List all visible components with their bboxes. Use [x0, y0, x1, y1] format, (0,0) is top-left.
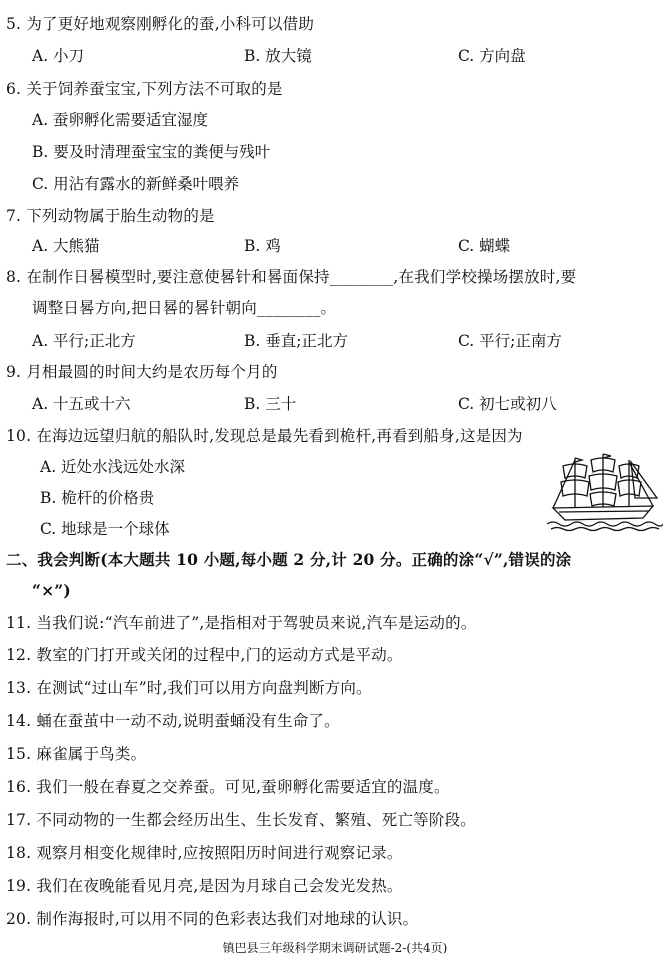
- question-8-stem-line2: 调整日晷方向,把日晷的晷针朝向________。: [32, 299, 337, 317]
- question-7-stem: 7. 下列动物属于胎生动物的是: [6, 207, 215, 225]
- question-6-stem: 6. 关于饲养蚕宝宝,下列方法不可取的是: [6, 80, 283, 98]
- judge-item-18: 18. 观察月相变化规律时,应按照阳历时间进行观察记录。: [6, 844, 403, 862]
- question-9-option-b: B. 三十: [244, 395, 297, 413]
- question-6-option-b: B. 要及时清理蚕宝宝的粪便与残叶: [32, 143, 271, 161]
- question-10-stem: 10. 在海边远望归航的船队时,发现总是最先看到桅杆,再看到船身,这是因为: [6, 427, 523, 445]
- question-5-option-c: C. 方向盘: [458, 47, 526, 65]
- question-8-option-c: C. 平行;正南方: [458, 332, 562, 350]
- judge-item-16: 16. 我们一般在春夏之交养蚕。可见,蚕卵孵化需要适宜的温度。: [6, 778, 450, 796]
- question-7-option-c: C. 蝴蝶: [458, 237, 511, 255]
- judge-item-11: 11. 当我们说:“汽车前进了”,是指相对于驾驶员来说,汽车是运动的。: [6, 614, 477, 632]
- section-2-heading-line2: “×”): [32, 581, 71, 600]
- sailing-ship-illustration: [545, 452, 663, 532]
- question-9-option-a: A. 十五或十六: [32, 395, 131, 413]
- section-2-heading-line1: 二、我会判断(本大题共 10 小题,每小题 2 分,计 20 分。正确的涂“√”,错误的涂: [6, 550, 572, 569]
- judge-item-20: 20. 制作海报时,可以用不同的色彩表达我们对地球的认识。: [6, 910, 419, 928]
- question-6-option-c: C. 用沾有露水的新鲜桑叶喂养: [32, 175, 240, 193]
- judge-item-14: 14. 蛹在蚕茧中一动不动,说明蚕蛹没有生命了。: [6, 712, 340, 730]
- judge-item-15: 15. 麻雀属于鸟类。: [6, 745, 147, 763]
- question-8-stem-line1: 8. 在制作日晷模型时,要注意使晷针和晷面保持________,在我们学校操场摆放时,要: [6, 268, 577, 286]
- question-8-option-a: A. 平行;正北方: [32, 332, 136, 350]
- question-7-option-b: B. 鸡: [244, 237, 281, 255]
- question-5-option-b: B. 放大镜: [244, 47, 312, 65]
- judge-item-19: 19. 我们在夜晚能看见月亮,是因为月球自己会发光发热。: [6, 877, 403, 895]
- judge-item-17: 17. 不同动物的一生都会经历出生、生长发育、繁殖、死亡等阶段。: [6, 811, 476, 829]
- judge-item-12: 12. 教室的门打开或关闭的过程中,门的运动方式是平动。: [6, 646, 403, 664]
- question-10-option-b: B. 桅杆的价格贵: [40, 489, 155, 507]
- page-footer: 镇巴县三年级科学期末调研试题-2-(共4页): [222, 941, 448, 955]
- question-10-option-c: C. 地球是一个球体: [40, 520, 170, 538]
- question-7-option-a: A. 大熊猫: [32, 237, 100, 255]
- question-5-option-a: A. 小刀: [32, 47, 85, 65]
- judge-item-13: 13. 在测试“过山车”时,我们可以用方向盘判断方向。: [6, 679, 372, 697]
- question-10-option-a: A. 近处水浅远处水深: [40, 458, 186, 476]
- question-5-stem: 5. 为了更好地观察刚孵化的蚕,小科可以借助: [6, 15, 315, 33]
- question-9-stem: 9. 月相最圆的时间大约是农历每个月的: [6, 363, 278, 381]
- question-9-option-c: C. 初七或初八: [458, 395, 557, 413]
- question-6-option-a: A. 蚕卵孵化需要适宜湿度: [32, 111, 209, 129]
- question-8-option-b: B. 垂直;正北方: [244, 332, 348, 350]
